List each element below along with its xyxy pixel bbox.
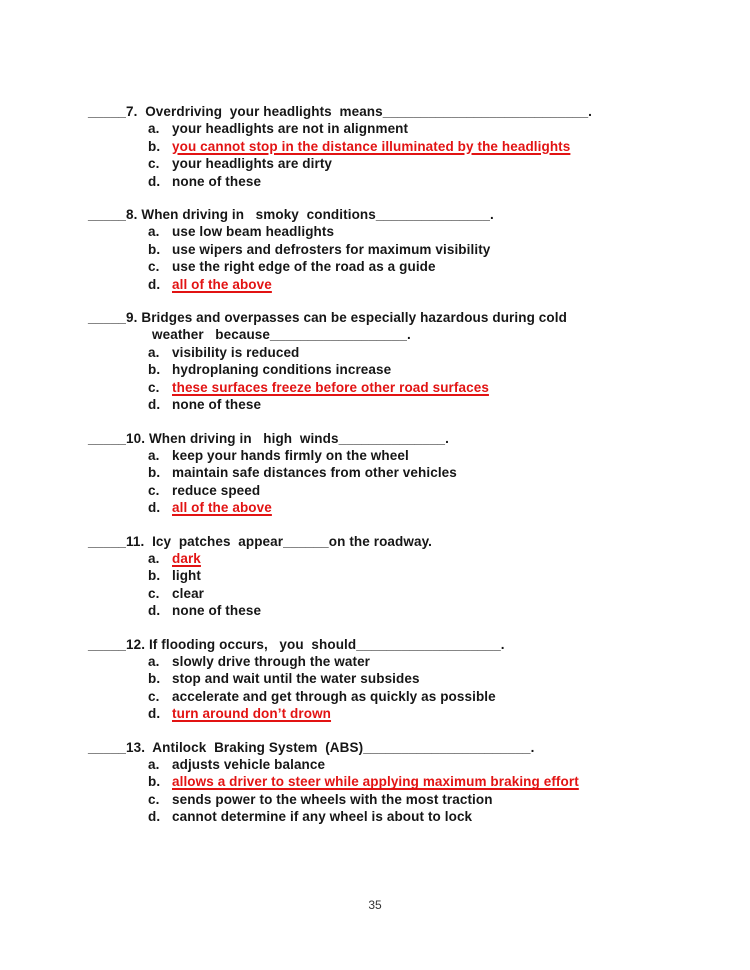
answer-option — [88, 482, 714, 499]
option-letter: b. — [148, 241, 161, 257]
question-heading — [88, 103, 714, 120]
question-block — [88, 206, 714, 293]
answer-option — [88, 705, 714, 722]
answer-option — [88, 155, 714, 172]
option-letter: b. — [148, 671, 161, 687]
option-letter: b. — [148, 138, 161, 154]
question-block — [88, 309, 714, 413]
option-letter: a. — [148, 757, 160, 772]
option-text: none of these — [172, 397, 262, 413]
answer-option — [88, 670, 714, 687]
correct-answer-text: allows a driver to steer while applying maximum braking effort — [172, 774, 579, 790]
option-letter: c. — [148, 585, 160, 601]
question-block — [88, 430, 714, 517]
question-heading — [88, 430, 714, 447]
question-options — [88, 223, 714, 293]
correct-answer-text: dark — [172, 550, 201, 566]
option-letter: b. — [148, 568, 161, 584]
option-letter: a. — [148, 550, 160, 566]
option-text: hydroplaning conditions increase — [172, 362, 392, 378]
answer-option — [88, 258, 714, 275]
option-text: light — [172, 568, 201, 584]
question-options — [88, 756, 714, 826]
question-stem-line: _____12. If flooding occurs, you should___________________. — [88, 636, 505, 652]
answer-option — [88, 447, 714, 464]
option-letter: a. — [148, 121, 160, 137]
option-letter: c. — [148, 156, 160, 172]
option-text: accelerate and get through as quickly as possible — [172, 688, 496, 704]
answer-option — [88, 808, 714, 825]
answer-option — [88, 396, 714, 413]
answer-option — [88, 585, 714, 602]
correct-answer-text: turn around don’t drown — [172, 706, 332, 722]
question-options — [88, 550, 714, 620]
question-stem-line: weather because__________________. — [152, 327, 411, 343]
quiz-questions-list — [88, 103, 714, 842]
answer-option — [88, 464, 714, 481]
option-text: slowly drive through the water — [172, 653, 371, 669]
correct-answer-text: you cannot stop in the distance illuminated by the headlights — [172, 138, 571, 154]
option-text: sends power to the wheels with the most traction — [172, 791, 493, 807]
option-letter: a. — [148, 653, 160, 669]
option-letter: b. — [148, 774, 161, 790]
option-text: your headlights are not in alignment — [172, 121, 409, 137]
answer-option — [88, 756, 714, 773]
option-text: keep your hands firmly on the wheel — [172, 447, 409, 463]
option-letter: b. — [148, 465, 161, 481]
question-block — [88, 739, 714, 826]
answer-option — [88, 138, 714, 155]
answer-option — [88, 791, 714, 808]
question-heading — [88, 533, 714, 550]
option-text: use the right edge of the road as a guide — [172, 259, 436, 275]
option-text: none of these — [172, 603, 262, 619]
question-heading — [88, 309, 714, 344]
option-letter: a. — [148, 224, 160, 240]
question-block — [88, 533, 714, 620]
option-letter: d. — [148, 500, 161, 516]
correct-answer-text: all of the above — [172, 500, 272, 516]
answer-option — [88, 550, 714, 567]
correct-answer-text: all of the above — [172, 276, 272, 292]
question-options — [88, 447, 714, 517]
option-text: none of these — [172, 173, 262, 189]
question-stem-line: _____10. When driving in high winds______________. — [88, 430, 449, 446]
page-number: 35 — [368, 898, 382, 912]
answer-option — [88, 379, 714, 396]
answer-option — [88, 602, 714, 619]
option-text: adjusts vehicle balance — [172, 757, 326, 772]
option-letter: b. — [148, 362, 161, 378]
answer-option — [88, 653, 714, 670]
option-letter: c. — [148, 688, 160, 704]
question-stem-line: _____11. Icy patches appear______on the roadway. — [88, 533, 433, 549]
answer-option — [88, 361, 714, 378]
answer-option — [88, 276, 714, 293]
option-letter: c. — [148, 482, 160, 498]
question-block — [88, 103, 714, 190]
option-letter: d. — [148, 809, 161, 825]
question-stem-line: _____13. Antilock Braking System (ABS)______________________. — [88, 739, 535, 755]
question-options — [88, 344, 714, 414]
option-text: visibility is reduced — [172, 344, 300, 360]
option-text: stop and wait until the water subsides — [172, 671, 420, 687]
answer-option — [88, 773, 714, 790]
correct-answer-text: these surfaces freeze before other road surfaces — [172, 379, 489, 395]
answer-option — [88, 499, 714, 516]
question-options — [88, 120, 714, 190]
answer-option — [88, 223, 714, 240]
question-block — [88, 636, 714, 723]
question-heading — [88, 206, 714, 223]
option-text: cannot determine if any wheel is about to lock — [172, 809, 473, 825]
option-letter: c. — [148, 791, 160, 807]
answer-option — [88, 241, 714, 258]
option-text: use wipers and defrosters for maximum visibility — [172, 241, 491, 257]
option-letter: c. — [148, 259, 160, 275]
answer-option — [88, 120, 714, 137]
question-options — [88, 653, 714, 723]
option-letter: c. — [148, 379, 160, 395]
option-text: clear — [172, 585, 205, 601]
question-heading — [88, 636, 714, 653]
option-text: use low beam headlights — [172, 224, 335, 240]
option-letter: d. — [148, 276, 161, 292]
question-stem-line: _____9. Bridges and overpasses can be especially hazardous during cold — [88, 310, 567, 326]
option-text: reduce speed — [172, 482, 261, 498]
option-letter: a. — [148, 344, 160, 360]
answer-option — [88, 173, 714, 190]
answer-option — [88, 688, 714, 705]
option-letter: d. — [148, 397, 161, 413]
option-letter: a. — [148, 447, 160, 463]
option-text: maintain safe distances from other vehicles — [172, 465, 457, 481]
question-stem-line: _____7. Overdriving your headlights means___________________________. — [88, 104, 593, 119]
option-text: your headlights are dirty — [172, 156, 333, 172]
option-letter: d. — [148, 173, 161, 189]
question-heading — [88, 739, 714, 756]
option-letter: d. — [148, 603, 161, 619]
question-stem-line: _____8. When driving in smoky conditions_______________. — [88, 207, 494, 223]
answer-option — [88, 344, 714, 361]
option-letter: d. — [148, 706, 161, 722]
answer-option — [88, 567, 714, 584]
